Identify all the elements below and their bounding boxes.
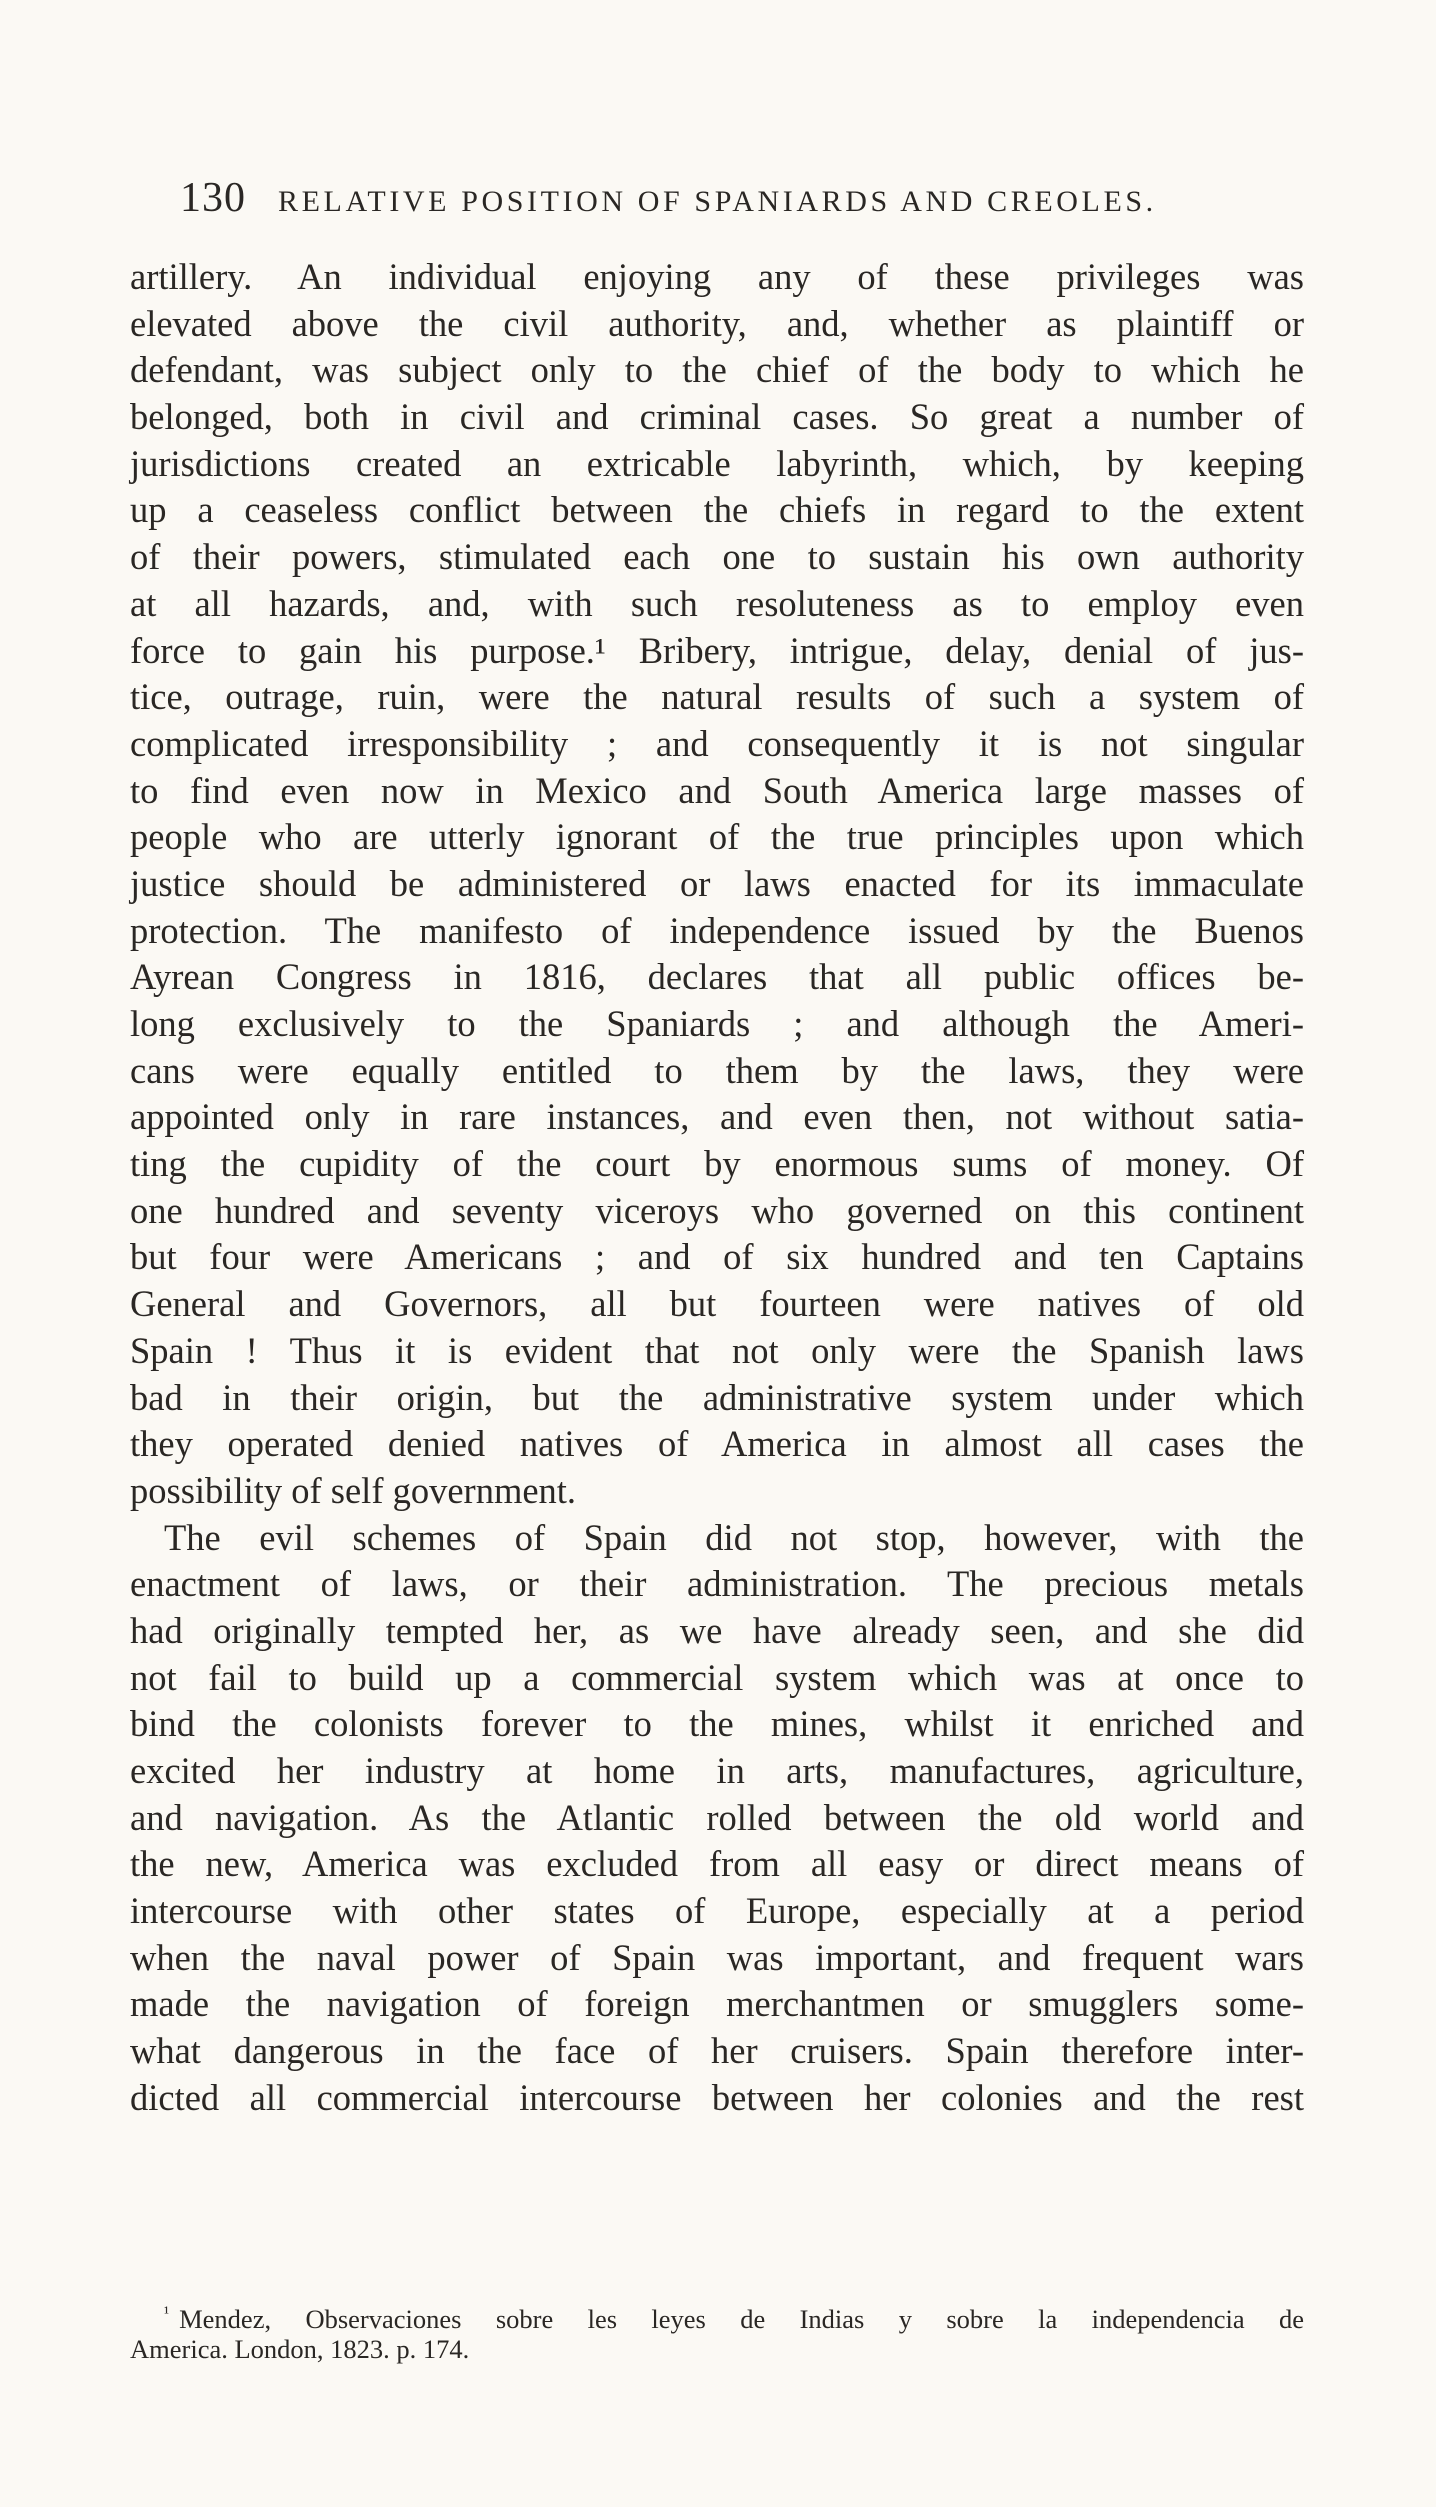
body-text — [130, 254, 1304, 2122]
text-line: Spain ! Thus it is evident that not only were the Spanish laws — [130, 1329, 1304, 1371]
text-line: complicated irresponsibility ; and consequently it is not singular — [130, 722, 1304, 764]
text-line: belonged, both in civil and criminal cases. So great a number of — [130, 396, 1304, 438]
text-line: of their powers, stimulated each one to sustain his own authority — [130, 536, 1304, 578]
text-line: when the naval power of Spain was important, and frequent wars — [130, 1936, 1304, 1978]
text-line: what dangerous in the face of her cruisers. Spain therefore inter- — [130, 2030, 1304, 2072]
text-line: at all hazards, and, with such resoluteness as to employ even — [130, 582, 1304, 624]
text-line: Ayrean Congress in 1816, declares that all public offices be- — [130, 956, 1304, 998]
text-line-paragraph-start: The evil schemes of Spain did not stop, however, with the — [164, 1516, 1304, 1558]
text-line: one hundred and seventy viceroys who governed on this continent — [130, 1189, 1304, 1231]
text-line: but four were Americans ; and of six hundred and ten Captains — [130, 1236, 1304, 1278]
text-line: they operated denied natives of America in almost all cases the — [130, 1423, 1304, 1465]
text-line-paragraph-end: possibility of self government. — [130, 1469, 577, 1511]
text-line: General and Governors, all but fourteen were natives of old — [130, 1283, 1304, 1325]
text-line: bad in their origin, but the administrative system under which — [130, 1376, 1304, 1418]
text-line: force to gain his purpose.¹ Bribery, intrigue, delay, denial of jus- — [130, 629, 1304, 671]
text-line: up a ceaseless conflict between the chiefs in regard to the extent — [130, 489, 1304, 531]
text-line: dicted all commercial intercourse between her colonies and the rest — [130, 2076, 1304, 2118]
footnote-marker: ¹ — [164, 2303, 170, 2322]
text-line: excited her industry at home in arts, manufactures, agriculture, — [130, 1750, 1304, 1791]
footnote — [130, 2295, 1304, 2367]
text-line: tice, outrage, ruin, were the natural results of such a system of — [130, 676, 1304, 718]
text-line: appointed only in rare instances, and even then, not without satia- — [130, 1096, 1304, 1138]
text-line: to find even now in Mexico and South America large masses of — [130, 769, 1304, 811]
footnote-line: America. London, 1823. p. 174. — [130, 2334, 470, 2364]
text-line: had originally tempted her, as we have already seen, and she did — [130, 1609, 1304, 1651]
text-line: the new, America was excluded from all easy or direct means of — [130, 1843, 1304, 1885]
text-line: people who are utterly ignorant of the true principles upon which — [130, 816, 1304, 858]
text-line: defendant, was subject only to the chief of the body to which he — [130, 349, 1304, 391]
text-line: justice should be administered or laws enacted for its immaculate — [130, 862, 1304, 904]
footnote-line — [130, 2295, 1304, 2334]
text-line: artillery. An individual enjoying any of these privileges was — [130, 256, 1304, 297]
text-line: and navigation. As the Atlantic rolled between the old world and — [130, 1796, 1304, 1838]
running-head: RELATIVE POSITION OF SPANIARDS AND CREOLES. — [278, 185, 1157, 218]
page-number: 130 — [180, 175, 246, 221]
text-line: not fail to build up a commercial system which was at once to — [130, 1656, 1304, 1698]
text-line: made the navigation of foreign merchantmen or smugglers some- — [130, 1983, 1304, 2025]
text-line: enactment of laws, or their administration. The precious metals — [130, 1563, 1304, 1605]
footnote-text: Mendez, Observaciones sobre les leyes de Indias y sobre la independencia de — [179, 2303, 1304, 2334]
text-line: cans were equally entitled to them by the laws, they were — [130, 1049, 1304, 1091]
text-line: jurisdictions created an extricable labyrinth, which, by keeping — [130, 442, 1304, 484]
text-line: bind the colonists forever to the mines, whilst it enriched and — [130, 1703, 1304, 1745]
text-line: elevated above the civil authority, and, whether as plaintiff or — [130, 302, 1304, 344]
page-header — [180, 168, 1300, 228]
text-line: long exclusively to the Spaniards ; and although the Ameri- — [130, 1003, 1304, 1044]
text-line: protection. The manifesto of independence issued by the Buenos — [130, 909, 1304, 951]
text-line: intercourse with other states of Europe, especially at a period — [130, 1890, 1304, 1932]
text-line: ting the cupidity of the court by enormous sums of money. Of — [130, 1143, 1304, 1185]
